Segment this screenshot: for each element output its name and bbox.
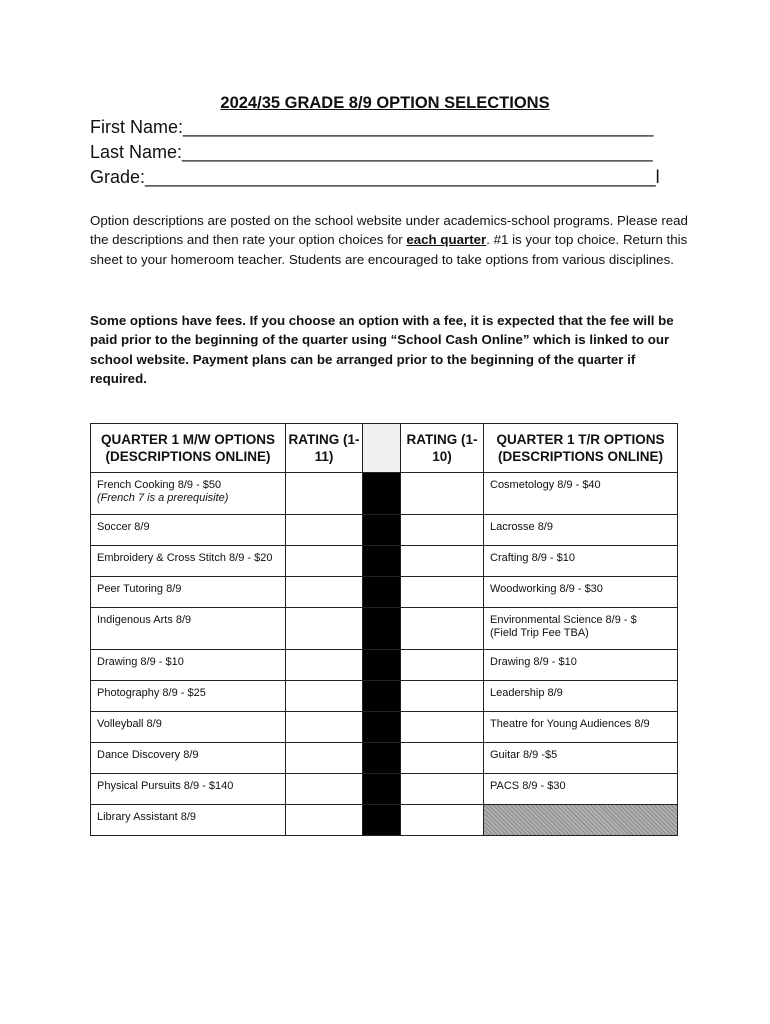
- tr-option-cell: [484, 577, 678, 608]
- tr-option-cell: [484, 546, 678, 577]
- tr-option-cell: [484, 743, 678, 774]
- mw-option-cell: [91, 743, 286, 774]
- mw-option-label: French Cooking 8/9 - $50: [97, 479, 222, 491]
- empty-shaded-cell: [484, 805, 678, 836]
- rating-input-right[interactable]: [401, 712, 484, 743]
- rating-input-left[interactable]: [286, 650, 363, 681]
- intro-paragraph: [90, 211, 690, 269]
- intro-text-2: . #1 is your top choice. Return this sheet to your homeroom teacher. Students are encouraged to take options from various disciplines.: [90, 232, 688, 267]
- mw-option-label: Volleyball 8/9: [97, 718, 162, 730]
- table-row: [91, 608, 678, 650]
- divider-cell: [363, 515, 401, 546]
- table-row: [91, 805, 678, 836]
- rating-input-right[interactable]: [401, 473, 484, 515]
- header-rating-left: RATING (1-11): [286, 424, 363, 473]
- mw-option-label: Drawing 8/9 - $10: [97, 656, 184, 668]
- mw-option-label: Peer Tutoring 8/9: [97, 583, 182, 595]
- tr-option-label: Cosmetology 8/9 - $40: [490, 479, 601, 491]
- mw-option-label: Library Assistant 8/9: [97, 811, 197, 823]
- mw-option-cell: [91, 712, 286, 743]
- divider-cell: [363, 743, 401, 774]
- tr-option-cell: [484, 515, 678, 546]
- grade-field[interactable]: Grade:___________________________________________________l: [90, 167, 660, 187]
- rating-input-left[interactable]: [286, 473, 363, 515]
- divider-cell: [363, 577, 401, 608]
- mw-option-cell: [91, 650, 286, 681]
- rating-input-right[interactable]: [401, 608, 484, 650]
- rating-input-right[interactable]: [401, 515, 484, 546]
- table-row: [91, 774, 678, 805]
- rating-input-right[interactable]: [401, 774, 484, 805]
- table-row: [91, 577, 678, 608]
- tr-option-label: Drawing 8/9 - $10: [490, 656, 577, 668]
- mw-option-cell: [91, 805, 286, 836]
- header-mw-options: QUARTER 1 M/W OPTIONS (DESCRIPTIONS ONLINE): [91, 424, 286, 473]
- fees-note: Some options have fees. If you choose an option with a fee, it is expected that the fee will be paid prior to the beginning of the quarter using “School Cash Online” which is linked to our school website. Payment plans can be arranged prior to the beginning of the quarter if required.: [90, 313, 674, 386]
- divider-cell: [363, 712, 401, 743]
- mw-option-cell: [91, 774, 286, 805]
- tr-option-cell: [484, 608, 678, 650]
- tr-option-label: Crafting 8/9 - $10: [490, 552, 575, 564]
- mw-option-cell: [91, 577, 286, 608]
- mw-option-label: Dance Discovery 8/9: [97, 749, 199, 761]
- rating-input-left[interactable]: [286, 805, 363, 836]
- tr-option-label: Leadership 8/9: [490, 687, 563, 699]
- options-table: [90, 423, 678, 836]
- rating-input-left[interactable]: [286, 712, 363, 743]
- header-rating-right: RATING (1-10): [401, 424, 484, 473]
- rating-input-right[interactable]: [401, 743, 484, 774]
- table-row: [91, 546, 678, 577]
- divider-cell: [363, 608, 401, 650]
- header-tr-options: QUARTER 1 T/R OPTIONS (DESCRIPTIONS ONLINE): [484, 424, 678, 473]
- tr-option-cell: [484, 650, 678, 681]
- tr-option-label: Woodworking 8/9 - $30: [490, 583, 603, 595]
- mw-option-cell: [91, 681, 286, 712]
- rating-input-right[interactable]: [401, 650, 484, 681]
- mw-option-label: Photography 8/9 - $25: [97, 687, 206, 699]
- divider-cell: [363, 650, 401, 681]
- rating-input-right[interactable]: [401, 681, 484, 712]
- table-row: [91, 681, 678, 712]
- divider-cell: [363, 774, 401, 805]
- rating-input-right[interactable]: [401, 805, 484, 836]
- intro-text-1: Option descriptions are posted on the school website under academics-school programs. Please read the descriptions and then rate your option choices for: [90, 213, 688, 248]
- mw-option-cell: [91, 473, 286, 515]
- tr-option-label: Guitar 8/9 -$5: [490, 749, 558, 761]
- tr-option-label: Environmental Science 8/9 - $: [490, 614, 637, 626]
- mw-option-cell: [91, 608, 286, 650]
- mw-option-note: (French 7 is a prerequisite): [97, 492, 229, 504]
- last-name-field[interactable]: Last Name:_______________________________________________: [90, 142, 653, 162]
- rating-input-right[interactable]: [401, 577, 484, 608]
- rating-input-left[interactable]: [286, 774, 363, 805]
- mw-option-cell: [91, 515, 286, 546]
- rating-input-left[interactable]: [286, 743, 363, 774]
- header-divider: [363, 424, 401, 473]
- mw-option-label: Physical Pursuits 8/9 - $140: [97, 780, 234, 792]
- mw-option-label: Embroidery & Cross Stitch 8/9 - $20: [97, 552, 273, 564]
- divider-cell: [363, 473, 401, 515]
- tr-option-label: PACS 8/9 - $30: [490, 780, 566, 792]
- tr-option-cell: [484, 681, 678, 712]
- rating-input-right[interactable]: [401, 546, 484, 577]
- rating-input-left[interactable]: [286, 515, 363, 546]
- first-name-field[interactable]: First Name:_______________________________________________: [90, 117, 654, 137]
- tr-option-note: (Field Trip Fee TBA): [490, 627, 589, 639]
- rating-input-left[interactable]: [286, 546, 363, 577]
- table-row: [91, 515, 678, 546]
- tr-option-cell: [484, 774, 678, 805]
- rating-input-left[interactable]: [286, 608, 363, 650]
- mw-option-label: Soccer 8/9: [97, 521, 150, 533]
- table-row: [91, 712, 678, 743]
- divider-cell: [363, 805, 401, 836]
- divider-cell: [363, 681, 401, 712]
- page-title: 2024/35 GRADE 8/9 OPTION SELECTIONS: [220, 94, 550, 112]
- mw-option-cell: [91, 546, 286, 577]
- table-header-row: [91, 424, 678, 473]
- tr-option-label: Lacrosse 8/9: [490, 521, 553, 533]
- mw-option-label: Indigenous Arts 8/9: [97, 614, 192, 626]
- tr-option-label: Theatre for Young Audiences 8/9: [490, 718, 650, 730]
- table-row: [91, 743, 678, 774]
- tr-option-cell: [484, 712, 678, 743]
- intro-emphasis: each quarter: [406, 232, 487, 248]
- tr-option-cell: [484, 473, 678, 515]
- table-row: [91, 473, 678, 515]
- divider-cell: [363, 546, 401, 577]
- rating-input-left[interactable]: [286, 577, 363, 608]
- rating-input-left[interactable]: [286, 681, 363, 712]
- table-row: [91, 650, 678, 681]
